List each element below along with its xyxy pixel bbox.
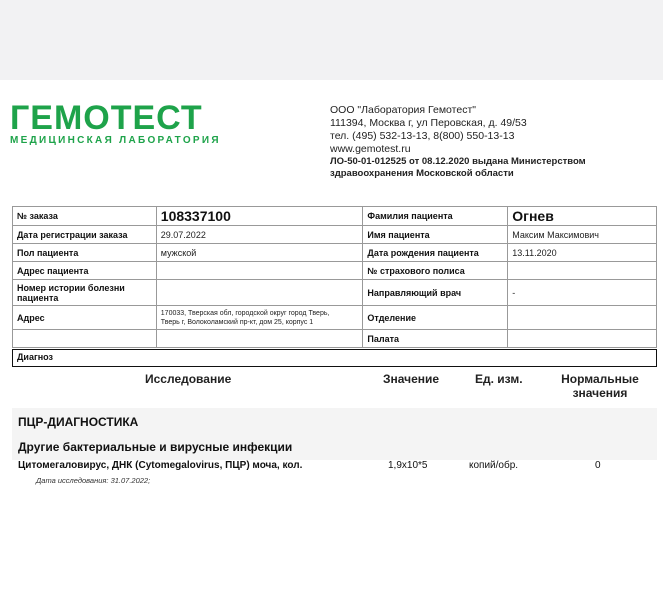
table-row xyxy=(13,207,657,226)
name-value: Максим Максимович xyxy=(508,226,657,244)
sex-value: мужской xyxy=(156,244,363,262)
top-band xyxy=(0,0,663,80)
history-value xyxy=(156,280,363,306)
company-address: 111394, Москва г, ул Перовская, д. 49/53 xyxy=(330,117,527,129)
company-website: www.gemotest.ru xyxy=(330,143,411,155)
patient-address-value xyxy=(156,262,363,280)
result-date-note: Дата исследования: 31.07.2022; xyxy=(36,476,151,485)
order-number-value: 108337100 xyxy=(156,207,363,226)
surname-label: Фамилия пациента xyxy=(363,207,508,226)
section-pcr: ПЦР-ДИАГНОСТИКА xyxy=(12,408,657,436)
header-normal-line-2: значения xyxy=(572,386,628,400)
name-label: Имя пациента xyxy=(363,226,508,244)
patient-address-label: Адрес пациента xyxy=(13,262,157,280)
address-value xyxy=(156,306,363,330)
company-info xyxy=(330,104,650,180)
table-row xyxy=(13,226,657,244)
result-normal: 0 xyxy=(595,460,601,471)
table-row xyxy=(13,262,657,280)
logo-main-text: ГЕМОТЕСТ xyxy=(10,99,203,137)
company-phone: тел. (495) 532-13-13, 8(800) 550-13-13 xyxy=(330,130,515,142)
result-value: 1,9х10*5 xyxy=(388,460,428,471)
diagnosis-label: Диагноз xyxy=(17,352,53,362)
section-infections: Другие бактериальные и вирусные инфекции xyxy=(12,436,657,460)
address-line-1: 170033, Тверская обл, городской округ город Тверь, xyxy=(160,309,330,317)
empty-cell xyxy=(156,330,363,348)
company-logo xyxy=(10,99,278,146)
order-number-label: № заказа xyxy=(13,207,157,226)
policy-label: № страхового полиса xyxy=(363,262,508,280)
header-normal-line-1: Нормальные xyxy=(561,372,639,386)
ward-label: Палата xyxy=(363,330,508,348)
result-name: Цитомегаловирус, ДНК (Cytomegalovirus, ПЦР) моча, кол. xyxy=(18,460,303,471)
address-label: Адрес xyxy=(13,306,157,330)
reg-date-label: Дата регистрации заказа xyxy=(13,226,157,244)
header-normal xyxy=(557,372,643,400)
header-unit: Ед. изм. xyxy=(475,372,523,386)
patient-info-table xyxy=(12,206,657,348)
history-label: Номер истории болезни пациента xyxy=(13,280,157,306)
doctor-label: Направляющий врач xyxy=(363,280,508,306)
table-row xyxy=(13,280,657,306)
reg-date-value: 29.07.2022 xyxy=(156,226,363,244)
department-label: Отделение xyxy=(363,306,508,330)
department-value xyxy=(508,306,657,330)
company-name: ООО "Лаборатория Гемотест" xyxy=(330,104,476,116)
sex-label: Пол пациента xyxy=(13,244,157,262)
surname-value: Огнев xyxy=(508,207,657,226)
logo-sub-text: МЕДИЦИНСКАЯ ЛАБОРАТОРИЯ xyxy=(10,135,221,146)
license-line-1: ЛО-50-01-012525 от 08.12.2020 выдана Министерством xyxy=(330,156,586,167)
doctor-value: - xyxy=(508,280,657,306)
result-unit: копий/обр. xyxy=(469,460,519,471)
license-line-2: здравоохранения Московской области xyxy=(330,168,514,179)
table-row xyxy=(13,244,657,262)
table-row xyxy=(13,330,657,348)
ward-value xyxy=(508,330,657,348)
header-value: Значение xyxy=(383,372,440,386)
policy-value xyxy=(508,262,657,280)
table-row xyxy=(13,306,657,330)
birth-date-value: 13.11.2020 xyxy=(508,244,657,262)
diagnosis-row xyxy=(12,349,657,367)
address-line-2: Тверь г, Волоколамский пр-кт, дом 25, корпус 1 xyxy=(160,318,314,326)
empty-cell xyxy=(13,330,157,348)
birth-date-label: Дата рождения пациента xyxy=(363,244,508,262)
header-study: Исследование xyxy=(145,372,232,386)
